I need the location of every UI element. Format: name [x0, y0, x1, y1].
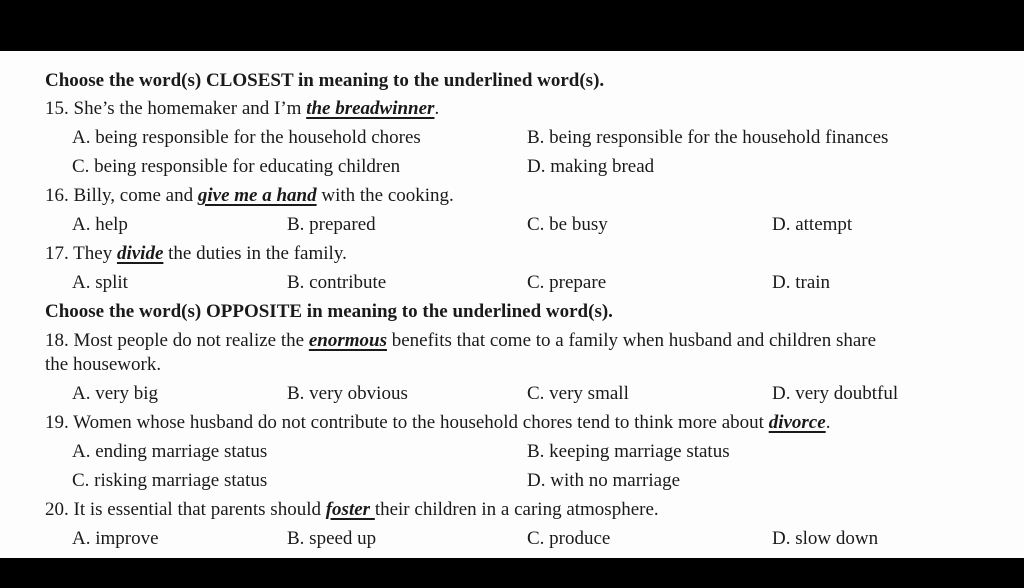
worksheet-page	[0, 51, 1024, 558]
question-20-text: 20. It is essential that parents should	[45, 499, 326, 520]
question-17-end: the duties in the family.	[163, 243, 347, 264]
question-15-underlined: the breadwinner	[306, 98, 435, 119]
question-18-continuation: the housework.	[45, 354, 162, 375]
q17-option-c[interactable]: C. prepare	[527, 272, 607, 293]
q16-option-a[interactable]: A. help	[72, 214, 128, 235]
question-19-end: .	[825, 412, 831, 433]
q15-option-b[interactable]: B. being responsible for the household finances	[527, 127, 889, 148]
q20-option-c[interactable]: C. produce	[527, 528, 611, 549]
q18-option-a[interactable]: A. very big	[72, 383, 159, 404]
question-16-end: with the cooking.	[316, 185, 454, 206]
q17-option-d[interactable]: D. train	[772, 272, 831, 293]
question-16-text: 16. Billy, come and	[45, 185, 198, 206]
question-20	[45, 499, 659, 521]
question-17	[45, 243, 347, 265]
q17-option-b[interactable]: B. contribute	[287, 272, 387, 293]
q16-option-c[interactable]: C. be busy	[527, 214, 608, 235]
q20-option-b[interactable]: B. speed up	[287, 528, 377, 549]
question-15	[45, 98, 439, 120]
q18-option-b[interactable]: B. very obvious	[287, 383, 408, 404]
question-15-text: 15. She’s the homemaker and I’m	[45, 98, 307, 119]
question-15-end: .	[434, 98, 440, 119]
question-18-text: 18. Most people do not realize the	[45, 330, 309, 351]
question-19	[45, 412, 830, 434]
question-18	[45, 330, 876, 352]
q20-option-d[interactable]: D. slow down	[772, 528, 879, 549]
question-20-underlined: foster	[325, 499, 375, 520]
q20-option-a[interactable]: A. improve	[72, 528, 159, 549]
q19-option-c[interactable]: C. risking marriage status	[72, 470, 268, 491]
question-16-underlined: give me a hand	[197, 185, 317, 206]
question-20-end: their children in a caring atmosphere.	[374, 499, 659, 520]
q19-option-d[interactable]: D. with no marriage	[527, 470, 681, 491]
question-18-end: benefits that come to a family when husband and children share	[386, 330, 877, 351]
q19-option-a[interactable]: A. ending marriage status	[72, 441, 268, 462]
question-17-text: 17. They	[45, 243, 117, 264]
q17-option-a[interactable]: A. split	[72, 272, 128, 293]
section-heading-opposite: Choose the word(s) OPPOSITE in meaning to the underlined word(s).	[45, 301, 613, 322]
q16-option-d[interactable]: D. attempt	[772, 214, 853, 235]
q15-option-d[interactable]: D. making bread	[527, 156, 655, 177]
q19-option-b[interactable]: B. keeping marriage status	[527, 441, 730, 462]
question-19-underlined: divorce	[768, 412, 826, 433]
q18-option-d[interactable]: D. very doubtful	[772, 383, 899, 404]
question-17-underlined: divide	[116, 243, 164, 264]
section-heading-closest: Choose the word(s) CLOSEST in meaning to the underlined word(s).	[45, 70, 605, 91]
q15-option-c[interactable]: C. being responsible for educating children	[72, 156, 401, 177]
q15-option-a[interactable]: A. being responsible for the household chores	[72, 127, 421, 148]
question-19-text: 19. Women whose husband do not contribute to the household chores tend to think more about	[45, 412, 769, 433]
q16-option-b[interactable]: B. prepared	[287, 214, 376, 235]
question-16	[45, 185, 454, 207]
q18-option-c[interactable]: C. very small	[527, 383, 629, 404]
question-18-underlined: enormous	[308, 330, 387, 351]
